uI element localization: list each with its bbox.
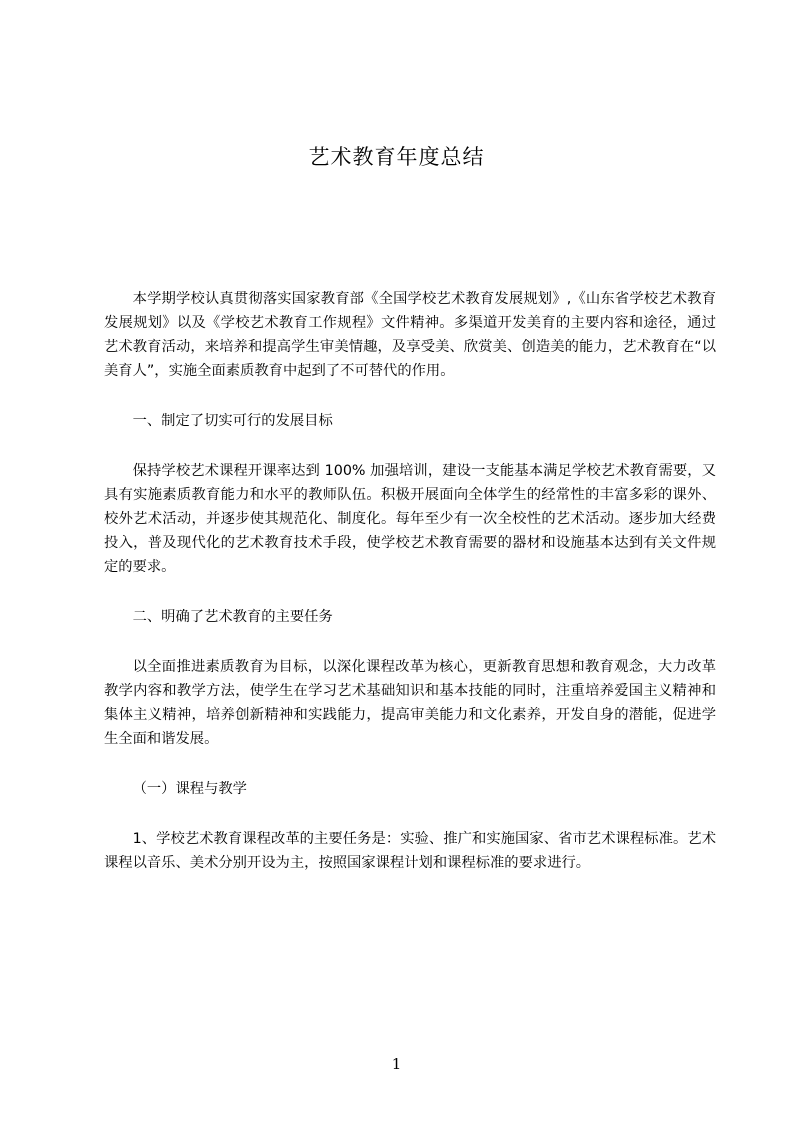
section-heading-1: 一、制定了切实可行的发展目标 <box>132 413 333 429</box>
page-number: 1 <box>391 1055 402 1073</box>
body-paragraph-goals: 保持学校艺术课程开课率达到 100% 加强培训，建设一支能基本满足学校艺术教育需要，又具有实施素质教育能力和水平的教师队伍。积极开展面向全体学生的经常性的丰富多彩的课外、校外艺术活动，并逐步使其规范化、制度化。每年至少有一次全校性的艺术活动。逐步加大经费投入，普及现代化的艺术教育技术手段，使学校艺术教育需要的器材和设施基本达到有关文件规定的要求。 <box>104 463 716 575</box>
document-title: 艺术教育年度总结 <box>308 145 485 169</box>
intro-paragraph: 本学期学校认真贯彻落实国家教育部《全国学校艺术教育发展规划》,《山东省学校艺术教育发展规划》以及《学校艺术教育工作规程》文件精神。多渠道开发美育的主要内容和途径，通过艺术教育活动，来培养和提高学生审美情趣，及享受美、欣赏美、创造美的能力，艺术教育在“以美育人”，实施全面素质教育中起到了不可替代的作用。 <box>104 291 716 379</box>
body-paragraph-curriculum: 1、学校艺术教育课程改革的主要任务是：实验、推广和实施国家、省市艺术课程标准。艺术课程以音乐、美术分别开设为主，按照国家课程计划和课程标准的要求进行。 <box>104 831 716 871</box>
section-heading-2: 二、明确了艺术教育的主要任务 <box>132 609 333 625</box>
body-paragraph-tasks: 以全面推进素质教育为目标，以深化课程改革为核心，更新教育思想和教育观念，大力改革教学内容和教学方法，使学生在学习艺术基础知识和基本技能的同时，注重培养爱国主义精神和集体主义精神，培养创新精神和实践能力，提高审美能力和文化素养，开发自身的潜能，促进学生全面和谐发展。 <box>104 659 716 747</box>
document-body <box>104 287 716 901</box>
subsection-heading-1: （一）课程与教学 <box>132 781 247 797</box>
